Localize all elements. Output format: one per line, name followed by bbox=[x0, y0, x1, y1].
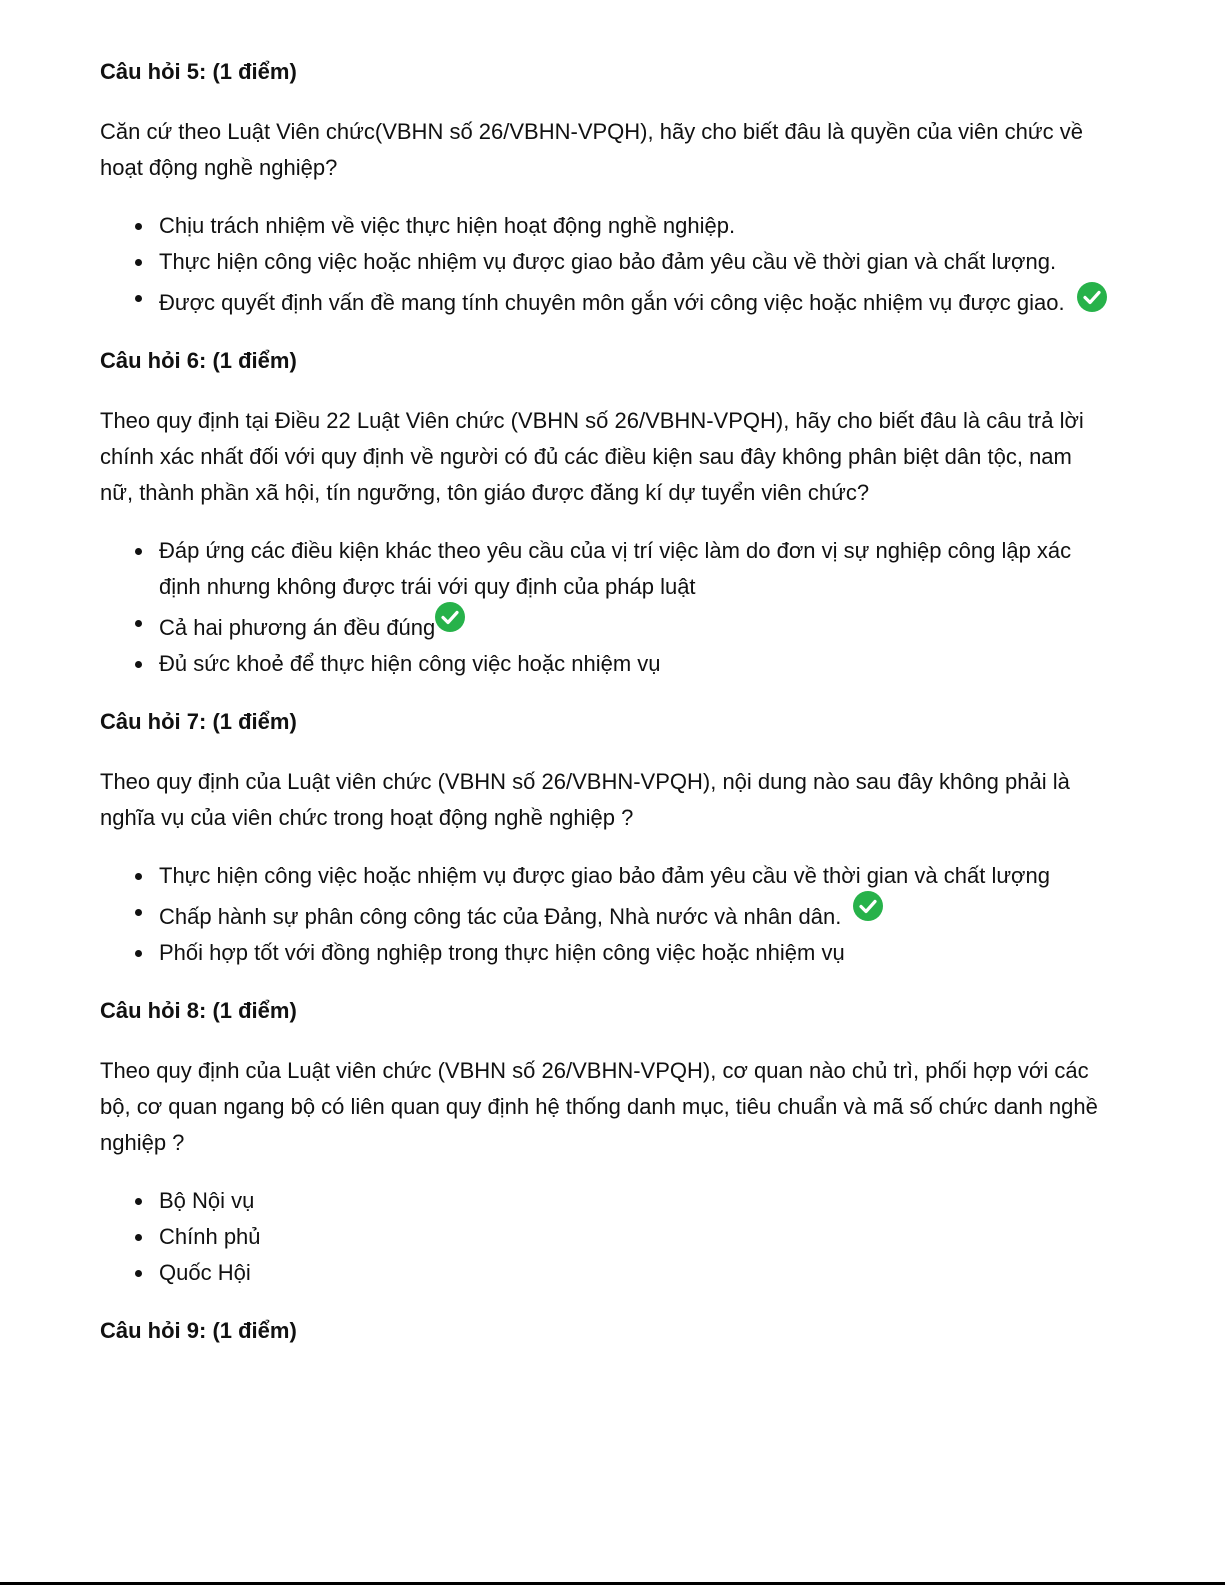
option-item-correct bbox=[100, 280, 1110, 321]
bullet-icon bbox=[135, 223, 142, 230]
question-title: Câu hỏi 5: (1 điểm) bbox=[100, 59, 297, 84]
option-text: Thực hiện công việc hoặc nhiệm vụ được giao bảo đảm yêu cầu về thời gian và chất lượng bbox=[159, 863, 1050, 888]
option-item bbox=[100, 1219, 1110, 1255]
bullet-icon bbox=[135, 620, 142, 627]
option-text: Phối hợp tốt với đồng nghiệp trong thực hiện công việc hoặc nhiệm vụ bbox=[159, 940, 845, 965]
option-text: Thực hiện công việc hoặc nhiệm vụ được giao bảo đảm yêu cầu về thời gian và chất lượng. bbox=[159, 249, 1057, 274]
question-9 bbox=[100, 1313, 1110, 1349]
check-circle-icon bbox=[1077, 282, 1107, 312]
option-list bbox=[100, 533, 1110, 682]
bullet-icon bbox=[135, 1270, 142, 1277]
question-7 bbox=[100, 704, 1110, 971]
check-circle-icon bbox=[853, 891, 883, 921]
option-item bbox=[100, 244, 1110, 280]
option-list bbox=[100, 208, 1110, 321]
option-item bbox=[100, 208, 1110, 244]
bullet-icon bbox=[135, 950, 142, 957]
bullet-icon bbox=[135, 873, 142, 880]
question-text: Theo quy định tại Điều 22 Luật Viên chức (VBHN số 26/VBHN-VPQH), hãy cho biết đâu là câu trả lời chính xác nhất đối với quy định về người có đủ các điều kiện sau đây không phân biệt dân tộc, nam nữ, thành phần xã hội, tín ngưỡng, tôn giáo được đăng kí dự tuyển viên chức? bbox=[100, 408, 1084, 505]
option-text: Cả hai phương án đều đúng bbox=[159, 615, 436, 640]
bullet-icon bbox=[135, 295, 142, 302]
option-item bbox=[100, 646, 1110, 682]
option-item bbox=[100, 858, 1110, 894]
option-item bbox=[100, 1183, 1110, 1219]
option-item bbox=[100, 1255, 1110, 1291]
option-text: Chịu trách nhiệm về việc thực hiện hoạt động nghề nghiệp. bbox=[159, 213, 736, 238]
option-text: Đáp ứng các điều kiện khác theo yêu cầu của vị trí việc làm do đơn vị sự nghiệp công lập xác định nhưng không được trái với quy định của pháp luật bbox=[159, 538, 1072, 599]
option-item-correct bbox=[100, 605, 1110, 646]
option-text: Chính phủ bbox=[159, 1224, 261, 1249]
option-text: Quốc Hội bbox=[159, 1260, 251, 1285]
question-8 bbox=[100, 993, 1110, 1291]
question-5 bbox=[100, 54, 1110, 321]
option-text: Được quyết định vấn đề mang tính chuyên môn gắn với công việc hoặc nhiệm vụ được giao. bbox=[159, 290, 1065, 315]
bullet-icon bbox=[135, 1234, 142, 1241]
question-title: Câu hỏi 7: (1 điểm) bbox=[100, 709, 297, 734]
option-list bbox=[100, 1183, 1110, 1291]
document-page bbox=[100, 54, 1110, 1371]
option-text: Chấp hành sự phân công công tác của Đảng, Nhà nước và nhân dân. bbox=[159, 904, 842, 929]
bullet-icon bbox=[135, 1198, 142, 1205]
option-text: Bộ Nội vụ bbox=[159, 1188, 255, 1213]
option-item bbox=[100, 935, 1110, 971]
option-item-correct bbox=[100, 894, 1110, 935]
question-title: Câu hỏi 9: (1 điểm) bbox=[100, 1318, 297, 1343]
option-item bbox=[100, 533, 1110, 605]
question-text: Theo quy định của Luật viên chức (VBHN số 26/VBHN-VPQH), nội dung nào sau đây không phải là nghĩa vụ của viên chức trong hoạt động nghề nghiệp ? bbox=[100, 769, 1070, 830]
question-title: Câu hỏi 8: (1 điểm) bbox=[100, 998, 297, 1023]
bullet-icon bbox=[135, 259, 142, 266]
question-6 bbox=[100, 343, 1110, 682]
bullet-icon bbox=[135, 661, 142, 668]
bullet-icon bbox=[135, 548, 142, 555]
bullet-icon bbox=[135, 909, 142, 916]
option-list bbox=[100, 858, 1110, 971]
question-text: Theo quy định của Luật viên chức (VBHN số 26/VBHN-VPQH), cơ quan nào chủ trì, phối hợp với các bộ, cơ quan ngang bộ có liên quan quy định hệ thống danh mục, tiêu chuẩn và mã số chức danh nghề nghiệp ? bbox=[100, 1058, 1098, 1155]
option-text: Đủ sức khoẻ để thực hiện công việc hoặc nhiệm vụ bbox=[159, 651, 661, 676]
check-circle-icon bbox=[435, 602, 465, 632]
question-text: Căn cứ theo Luật Viên chức(VBHN số 26/VBHN-VPQH), hãy cho biết đâu là quyền của viên chức về hoạt động nghề nghiệp? bbox=[100, 119, 1083, 180]
question-title: Câu hỏi 6: (1 điểm) bbox=[100, 348, 297, 373]
